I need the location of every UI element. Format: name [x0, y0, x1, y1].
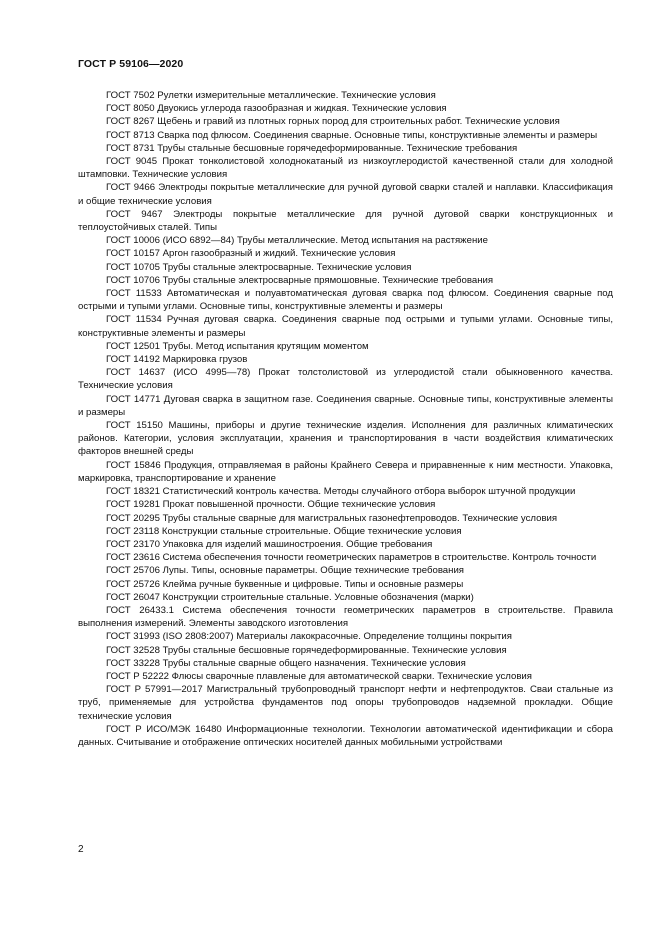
reference-entry: ГОСТ 26047 Конструкции строительные стальные. Условные обозначения (марки) — [106, 591, 474, 603]
reference-entry: ГОСТ Р ИСО/МЭК 16480 Информационные технологии. Технологии автоматической идентификации и сбора данных. Считывание и отображение оптических носителей данных мобильными устройствами — [78, 723, 613, 748]
reference-entry: ГОСТ 8050 Двуокись углерода газообразная и жидкая. Технические условия — [106, 103, 447, 115]
reference-entry: ГОСТ Р 57991—2017 Магистральный трубопроводный транспорт нефти и нефтепродуктов. Сваи стальные из труб, применяемые для устройства фундаментов под опоры трубопроводов надземной прокладки. Общие технические условия — [78, 684, 613, 722]
reference-entry: ГОСТ 15846 Продукция, отправляемая в районы Крайнего Севера и приравненные к ним местности. Упаковка, маркировка, транспортирование и хранение — [78, 459, 613, 484]
reference-entry: ГОСТ 11533 Автоматическая и полуавтоматическая дуговая сварка под флюсом. Соединения сварные под острыми и тупыми углами. Основные типы, конструктивные элементы и размеры — [78, 288, 613, 313]
reference-entry: ГОСТ 8713 Сварка под флюсом. Соединения сварные. Основные типы, конструктивные элементы и размеры — [106, 129, 598, 141]
reference-entry: ГОСТ 10157 Аргон газообразный и жидкий. Технические условия — [106, 248, 396, 260]
reference-entry: ГОСТ 14192 Маркировка грузов — [106, 354, 248, 366]
reference-entry: ГОСТ 12501 Трубы. Метод испытания крутящим моментом — [106, 340, 369, 352]
reference-entry: ГОСТ 20295 Трубы стальные сварные для магистральных газонефтепроводов. Технические условия — [106, 512, 558, 524]
reference-entry: ГОСТ 14771 Дуговая сварка в защитном газе. Соединения сварные. Основные типы, конструктивные элементы и размеры — [78, 393, 613, 418]
reference-entry: ГОСТ 9466 Электроды покрытые металлические для ручной дуговой сварки сталей и наплавки. Классификация и общие технические условия — [78, 182, 613, 207]
reference-entry: ГОСТ 11534 Ручная дуговая сварка. Соединения сварные под острыми и тупыми углами. Основные типы, конструктивные элементы и размеры — [78, 314, 613, 339]
reference-entry: ГОСТ 15150 Машины, приборы и другие технические изделия. Исполнения для различных климатических районов. Категории, условия эксплуатации, хранения и транспортирования в части воздействия климатических факторов внешней среды — [78, 420, 613, 458]
page-number: 2 — [78, 844, 84, 855]
reference-entry: ГОСТ 10705 Трубы стальные электросварные. Технические условия — [106, 261, 412, 273]
reference-entry: ГОСТ 9045 Прокат тонколистовой холоднокатаный из низкоуглеродистой качественной стали для холодной штамповки. Технические условия — [78, 156, 613, 181]
reference-entry: ГОСТ 18321 Статистический контроль качества. Методы случайного отбора выборок штучной продукции — [106, 486, 576, 498]
reference-entry: ГОСТ 23170 Упаковка для изделий машиностроения. Общие требования — [106, 538, 433, 550]
reference-entry: ГОСТ 14637 (ИСО 4995—78) Прокат толстолистовой из углеродистой стали обыкновенного качества. Технические условия — [78, 367, 613, 392]
reference-entry: ГОСТ 23118 Конструкции стальные строительные. Общие технические условия — [106, 525, 462, 537]
reference-entry: ГОСТ Р 52222 Флюсы сварочные плавленые для автоматической сварки. Технические условия — [106, 670, 532, 682]
reference-entry: ГОСТ 8267 Щебень и гравий из плотных горных пород для строительных работ. Технические условия — [106, 116, 560, 128]
reference-entry: ГОСТ 19281 Прокат повышенной прочности. Общие технические условия — [106, 499, 436, 511]
document-header-title: ГОСТ Р 59106—2020 — [78, 58, 184, 70]
reference-entry: ГОСТ 10706 Трубы стальные электросварные прямошовные. Технические требования — [106, 274, 494, 286]
reference-entry: ГОСТ 8731 Трубы стальные бесшовные горячедеформированные. Технические требования — [106, 142, 518, 154]
reference-entry: ГОСТ 26433.1 Система обеспечения точности геометрических параметров в строительстве. Правила выполнения измерений. Элементы заводского изготовления — [78, 604, 613, 630]
reference-entry: ГОСТ 33228 Трубы стальные сварные общего назначения. Технические условия — [106, 657, 466, 669]
reference-entry: ГОСТ 23616 Система обеспечения точности геометрических параметров в строительстве. Контроль точности — [106, 552, 597, 564]
normative-references-list — [78, 89, 613, 749]
reference-entry: ГОСТ 25706 Лупы. Типы, основные параметры. Общие технические требования — [106, 565, 464, 577]
reference-entry: ГОСТ 10006 (ИСО 6892—84) Трубы металлические. Метод испытания на растяжение — [106, 235, 488, 247]
reference-entry: ГОСТ 7502 Рулетки измерительные металлические. Технические условия — [106, 90, 436, 101]
reference-entry: ГОСТ 31993 (ISO 2808:2007) Материалы лакокрасочные. Определение толщины покрытия — [106, 631, 512, 643]
reference-entry: ГОСТ 25726 Клейма ручные буквенные и цифровые. Типы и основные размеры — [106, 578, 464, 590]
reference-entry: ГОСТ 32528 Трубы стальные бесшовные горячедеформированные. Технические условия — [106, 644, 507, 656]
reference-entry: ГОСТ 9467 Электроды покрытые металлические для ручной дуговой сварки конструкционных и теплоустойчивых сталей. Типы — [78, 208, 613, 234]
